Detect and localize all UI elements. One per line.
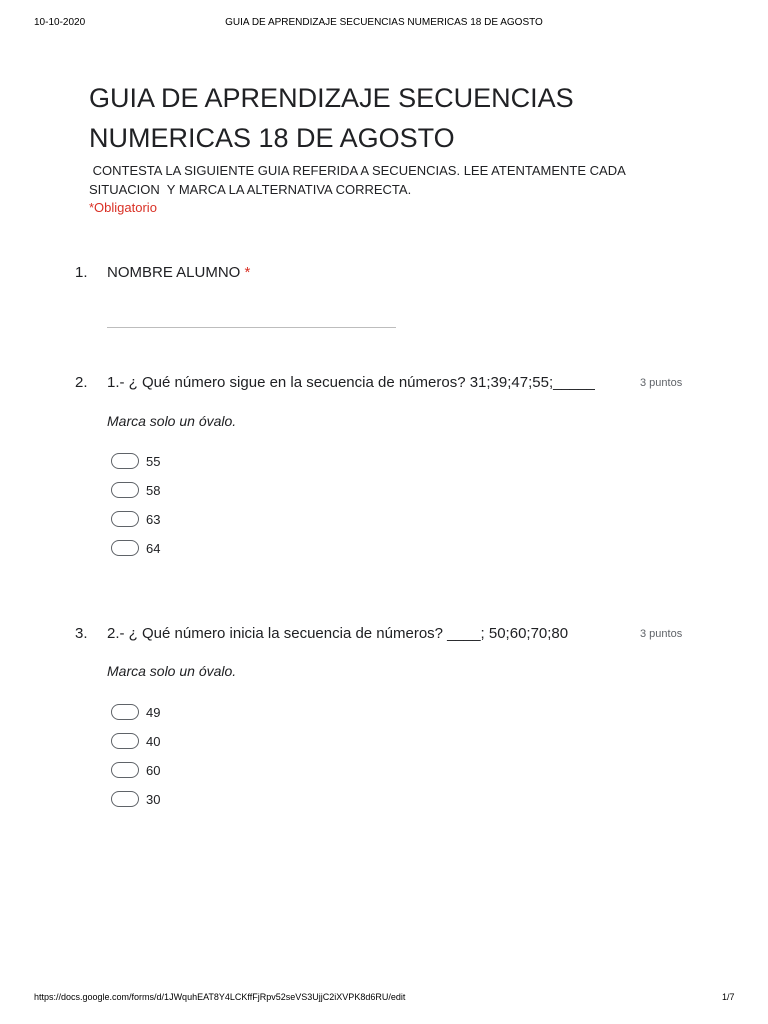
question-instruction: Marca solo un óvalo. bbox=[107, 413, 237, 429]
radio-oval[interactable] bbox=[111, 733, 139, 749]
question-text bbox=[107, 264, 250, 281]
form-title bbox=[89, 78, 689, 158]
question-number: 1. bbox=[75, 264, 88, 281]
print-date: 10-10-2020 bbox=[34, 17, 86, 28]
question-instruction: Marca solo un óvalo. bbox=[107, 663, 237, 679]
option-label: 55 bbox=[146, 454, 161, 469]
question-text: 2.- ¿ Qué número inicia la secuencia de números? ____; 50;60;70;80 bbox=[107, 625, 569, 642]
option-label: 58 bbox=[146, 483, 161, 498]
student-name-input[interactable] bbox=[107, 327, 396, 328]
print-header bbox=[0, 17, 768, 31]
question-points: 3 puntos bbox=[640, 628, 683, 640]
question-label: NOMBRE ALUMNO bbox=[107, 264, 241, 281]
question-number: 3. bbox=[75, 625, 88, 642]
form-description: CONTESTA LA SIGUIENTE GUIA REFERIDA A SECUENCIAS. LEE ATENTAMENTE CADA SITUACION Y MARCA LA ALTERNATIVA CORRECTA. bbox=[89, 163, 629, 197]
footer-url: https://docs.google.com/forms/d/1JWquhEAT8Y4LCKffFjRpv52seVS3UjjC2iXVPK8d6RU/edit bbox=[34, 992, 406, 1002]
question-number: 2. bbox=[75, 374, 88, 391]
required-star: * bbox=[244, 264, 251, 281]
form-title-line-2: NUMERICAS 18 DE AGOSTO bbox=[89, 123, 455, 153]
radio-oval[interactable] bbox=[111, 762, 139, 778]
radio-oval[interactable] bbox=[111, 704, 139, 720]
footer-page-number: 1/7 bbox=[722, 992, 735, 1002]
radio-oval[interactable] bbox=[111, 482, 139, 498]
option-label: 30 bbox=[146, 792, 161, 807]
option-label: 60 bbox=[146, 763, 161, 778]
print-header-title: GUIA DE APRENDIZAJE SECUENCIAS NUMERICAS 18 DE AGOSTO bbox=[225, 17, 543, 28]
option-label: 49 bbox=[146, 705, 161, 720]
option-label: 40 bbox=[146, 734, 161, 749]
option-label: 63 bbox=[146, 512, 161, 527]
question-points: 3 puntos bbox=[640, 377, 683, 389]
radio-oval[interactable] bbox=[111, 453, 139, 469]
radio-oval[interactable] bbox=[111, 540, 139, 556]
form-title-line-1: GUIA DE APRENDIZAJE SECUENCIAS bbox=[89, 83, 574, 113]
radio-oval[interactable] bbox=[111, 511, 139, 527]
required-note: *Obligatorio bbox=[89, 200, 157, 215]
question-text: 1.- ¿ Qué número sigue en la secuencia de números? 31;39;47;55;_____ bbox=[107, 374, 595, 391]
option-label: 64 bbox=[146, 541, 161, 556]
radio-oval[interactable] bbox=[111, 791, 139, 807]
